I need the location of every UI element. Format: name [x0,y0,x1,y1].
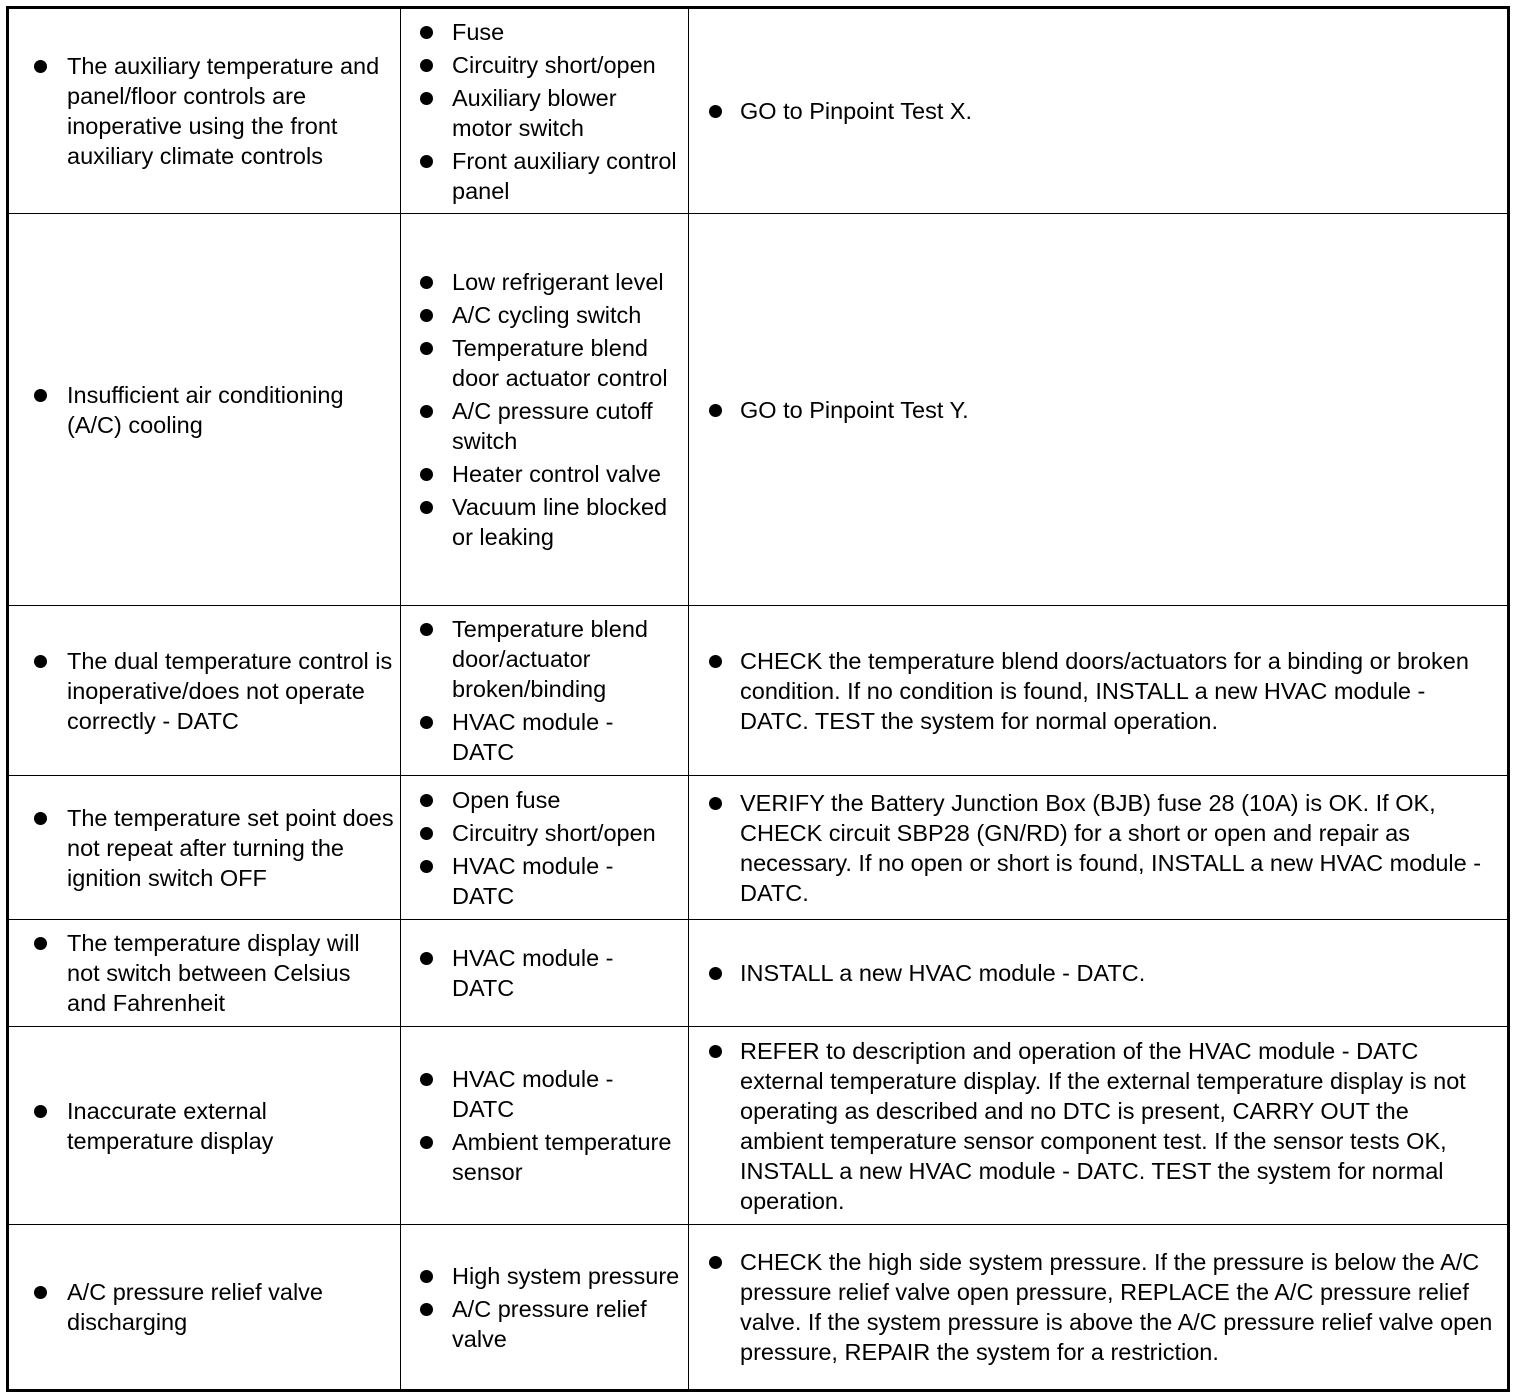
action-cell [689,776,1509,920]
possible-source-cell [401,214,689,606]
action-cell [689,8,1509,214]
possible-source-item: HVAC module - DATC [452,1064,682,1124]
possible-source-item: Heater control valve [452,459,682,489]
possible-source-item: High system pressure [452,1261,682,1291]
possible-source-item: Front auxiliary control panel [452,146,682,206]
action-cell [689,1027,1509,1225]
possible-source-cell [401,1027,689,1225]
possible-source-item: Circuitry short/open [452,50,682,80]
action-text: CHECK the temperature blend doors/actuators for a binding or broken condition. If no condition is found, INSTALL a new HVAC module - DATC. TEST the system for normal operation. [740,646,1497,736]
possible-source-item: Open fuse [452,785,682,815]
table-row [8,920,1509,1027]
possible-source-item: A/C pressure relief valve [452,1294,682,1354]
action-text: REFER to description and operation of the HVAC module - DATC external temperature display. If the external temperature display is not operating as described and no DTC is present, CARRY OUT the ambient temperature sensor component test. If the sensor tests OK, INSTALL a new HVAC module - DATC. TEST the system for normal operation. [740,1036,1497,1216]
action-text: CHECK the high side system pressure. If the pressure is below the A/C pressure relief valve open pressure, REPLACE the A/C pressure relief valve. If the system pressure is above the A/C pressure relief valve open pressure, REPAIR the system for a restriction. [740,1247,1497,1367]
action-text: VERIFY the Battery Junction Box (BJB) fuse 28 (10A) is OK. If OK, CHECK circuit SBP28 (GN/RD) for a short or open and repair as necessary. If no open or short is found, INSTALL a new HVAC module - DATC. [740,788,1497,908]
symptom-cell [8,1027,401,1225]
table-row [8,1027,1509,1225]
possible-source-item: Circuitry short/open [452,818,682,848]
action-text: GO to Pinpoint Test X. [740,96,1497,126]
symptom-text: A/C pressure relief valve discharging [67,1277,394,1337]
symptom-text: The dual temperature control is inoperative/does not operate correctly - DATC [67,647,393,734]
symptom-cell [8,8,401,214]
table-row [8,214,1509,606]
symptom-cell [8,1225,401,1391]
possible-source-item: A/C cycling switch [452,300,682,330]
possible-source-cell [401,776,689,920]
action-cell [689,920,1509,1027]
table-row [8,606,1509,776]
symptom-text: The auxiliary temperature and panel/floor controls are inoperative using the front auxiliary climate controls [67,51,394,171]
symptom-cell [8,776,401,920]
possible-source-item: HVAC module - DATC [452,707,682,767]
possible-source-item: Low refrigerant level [452,267,682,297]
action-text: INSTALL a new HVAC module - DATC. [740,958,1497,988]
possible-source-cell [401,920,689,1027]
possible-source-item: Temperature blend door actuator control [452,333,682,393]
possible-source-item: Auxiliary blower motor switch [452,83,682,143]
symptom-text: Inaccurate external temperature display [67,1096,394,1156]
possible-source-item: HVAC module - DATC [452,943,682,1003]
action-cell [689,606,1509,776]
action-text: GO to Pinpoint Test Y. [740,395,1497,425]
action-cell [689,1225,1509,1391]
symptom-text: Insufficient air conditioning (A/C) cooling [67,380,394,440]
symptom-chart-table [6,6,1510,1392]
table-row [8,776,1509,920]
symptom-text: The temperature display will not switch between Celsius and Fahrenheit [67,928,394,1018]
possible-source-item: Ambient temperature sensor [452,1127,682,1187]
possible-source-cell [401,8,689,214]
possible-source-item: Fuse [452,17,682,47]
symptom-cell [8,214,401,606]
symptom-cell [8,920,401,1027]
action-cell [689,214,1509,606]
table-row [8,1225,1509,1391]
possible-source-item: A/C pressure cutoff switch [452,396,682,456]
possible-source-item: HVAC module - DATC [452,851,682,911]
table-row [8,8,1509,214]
possible-source-item: Vacuum line blocked or leaking [452,492,682,552]
possible-source-cell [401,1225,689,1391]
possible-source-item: Temperature blend door/actuator broken/binding [452,614,682,704]
symptom-cell [8,606,401,776]
symptom-text: The temperature set point does not repeat after turning the ignition switch OFF [67,804,394,891]
possible-source-cell [401,606,689,776]
